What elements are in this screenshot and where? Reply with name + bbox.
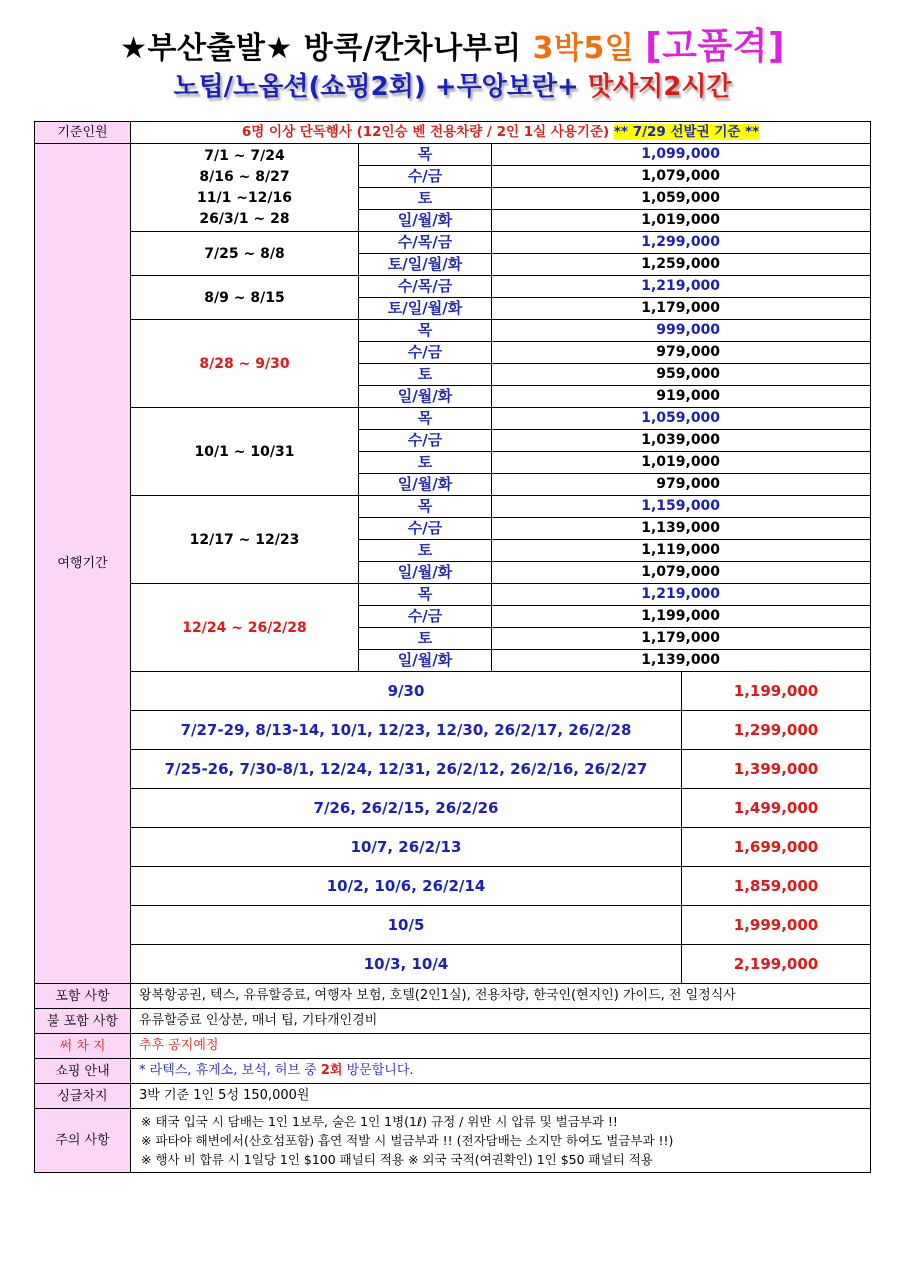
basis-note: ** 7/29 선발권 기준 **	[613, 124, 760, 140]
title-massage: 맛사지2시간	[587, 72, 732, 102]
notes-row	[35, 1109, 871, 1173]
date-range-text: 12/24 ~ 26/2/28	[182, 619, 307, 636]
weekday-cell: 토	[359, 628, 492, 650]
date-range-text: 10/1 ~ 10/31	[194, 443, 295, 460]
weekday-cell: 토/일/월/화	[359, 298, 492, 320]
title-line-1	[0, 18, 905, 69]
single-text: 3박 기준 1인 5성 150,000원	[131, 1084, 871, 1109]
special-price: 1,699,000	[682, 828, 871, 867]
weekday-cell: 목	[359, 496, 492, 518]
price-cell: 1,119,000	[492, 540, 871, 562]
period-row	[35, 496, 871, 518]
period-row	[35, 408, 871, 430]
special-date-row	[35, 711, 871, 750]
title-nights: 3박5일	[532, 31, 635, 66]
date-range	[131, 144, 359, 232]
notes-line2: ※ 파타야 해변에서(산호섬포함) 흡연 적발 시 벌금부과 !! (전자담배는 소지만 하여도 벌금부과 !!)	[141, 1133, 674, 1148]
special-price: 1,199,000	[682, 672, 871, 711]
price-cell: 999,000	[492, 320, 871, 342]
period-row	[35, 584, 871, 606]
price-cell: 1,059,000	[492, 408, 871, 430]
basis-label: 기준인원	[35, 122, 131, 144]
weekday-cell: 목	[359, 408, 492, 430]
title-line-2	[0, 66, 905, 103]
period-row	[35, 320, 871, 342]
special-dates: 9/30	[131, 672, 682, 711]
date-range-text: 7/1 ~ 7/24	[204, 147, 285, 164]
date-range-text: 7/25 ~ 8/8	[204, 245, 285, 262]
price-cell: 979,000	[492, 342, 871, 364]
weekday-cell: 일/월/화	[359, 386, 492, 408]
weekday-cell: 토	[359, 540, 492, 562]
price-cell: 1,039,000	[492, 430, 871, 452]
special-date-row	[35, 828, 871, 867]
special-date-row	[35, 906, 871, 945]
basis-condition-text: 6명 이상 단독행사 (12인승 벤 전용차량 / 2인 1실 사용기준)	[241, 124, 614, 140]
weekday-cell: 수/금	[359, 606, 492, 628]
date-range-text: 26/3/1 ~ 28	[199, 210, 290, 227]
date-range	[131, 320, 359, 408]
title-main: ★부산출발★ 방콕/칸차나부리	[120, 31, 533, 66]
period-label: 여행기간	[35, 144, 131, 984]
price-cell: 1,179,000	[492, 628, 871, 650]
price-cell: 1,219,000	[492, 584, 871, 606]
special-price: 1,399,000	[682, 750, 871, 789]
weekday-cell: 토	[359, 452, 492, 474]
price-cell: 1,059,000	[492, 188, 871, 210]
price-cell: 1,019,000	[492, 452, 871, 474]
shopping-text	[131, 1059, 871, 1084]
price-cell: 959,000	[492, 364, 871, 386]
single-label: 싱글차지	[35, 1084, 131, 1109]
shopping-text-prefix: * 라텍스, 휴게소, 보석, 허브 중	[139, 1063, 321, 1078]
date-range-text: 11/1 ~12/16	[196, 189, 293, 206]
price-table-body	[35, 122, 871, 1173]
shopping-count: 2회	[320, 1063, 343, 1078]
special-price: 1,499,000	[682, 789, 871, 828]
special-date-row	[35, 945, 871, 984]
price-cell: 979,000	[492, 474, 871, 496]
price-cell: 1,139,000	[492, 518, 871, 540]
weekday-cell: 목	[359, 320, 492, 342]
excluded-row	[35, 1009, 871, 1034]
special-date-row	[35, 789, 871, 828]
date-range	[131, 584, 359, 672]
weekday-cell: 목	[359, 144, 492, 166]
period-row	[35, 144, 871, 166]
price-cell: 1,019,000	[492, 210, 871, 232]
date-range	[131, 408, 359, 496]
weekday-cell: 수/금	[359, 430, 492, 452]
special-date-row	[35, 750, 871, 789]
weekday-cell: 수/금	[359, 166, 492, 188]
period-row	[35, 232, 871, 254]
period-row	[35, 276, 871, 298]
included-label: 포함 사항	[35, 984, 131, 1009]
weekday-cell: 토	[359, 188, 492, 210]
weekday-cell: 수/목/금	[359, 276, 492, 298]
special-dates: 10/5	[131, 906, 682, 945]
price-cell: 1,099,000	[492, 144, 871, 166]
price-cell: 1,219,000	[492, 276, 871, 298]
excluded-label: 불 포함 사항	[35, 1009, 131, 1034]
title-grade: [고품격]	[645, 26, 785, 67]
date-range-text: 8/28 ~ 9/30	[199, 355, 290, 372]
price-cell: 1,139,000	[492, 650, 871, 672]
price-cell: 919,000	[492, 386, 871, 408]
notes-text	[131, 1109, 871, 1173]
single-row	[35, 1084, 871, 1109]
date-range	[131, 232, 359, 276]
notes-line3: ※ 행사 비 합류 시 1일당 1인 $100 패널티 적용 ※ 외국 국적(여권확인) 1인 $50 패널티 적용	[141, 1152, 653, 1167]
shopping-label: 쇼핑 안내	[35, 1059, 131, 1084]
weekday-cell: 일/월/화	[359, 562, 492, 584]
weekday-cell: 수/금	[359, 518, 492, 540]
date-range	[131, 496, 359, 584]
weekday-cell: 일/월/화	[359, 210, 492, 232]
price-cell: 1,199,000	[492, 606, 871, 628]
date-range-text: 8/16 ~ 8/27	[199, 168, 290, 185]
title-subtitle: 노팁/노옵션(쇼핑2회) +무앙보란+	[173, 72, 588, 102]
weekday-cell: 토	[359, 364, 492, 386]
date-range-text: 8/9 ~ 8/15	[204, 289, 285, 306]
surcharge-text: 추후 공지예정	[131, 1034, 871, 1059]
date-range-text: 12/17 ~ 12/23	[189, 531, 300, 548]
surcharge-label: 써 차 지	[35, 1034, 131, 1059]
weekday-cell: 수/목/금	[359, 232, 492, 254]
weekday-cell: 일/월/화	[359, 650, 492, 672]
price-cell: 1,079,000	[492, 166, 871, 188]
special-price: 1,299,000	[682, 711, 871, 750]
special-dates: 10/2, 10/6, 26/2/14	[131, 867, 682, 906]
notes-line1: ※ 태국 입국 시 담배는 1인 1보루, 술은 1인 1병(1ℓ) 규정 / 위반 시 압류 및 벌금부과 !!	[141, 1114, 618, 1129]
excluded-text: 유류할증료 인상분, 매너 팁, 기타개인경비	[131, 1009, 871, 1034]
date-range	[131, 276, 359, 320]
special-price: 1,999,000	[682, 906, 871, 945]
price-cell: 1,079,000	[492, 562, 871, 584]
included-row	[35, 984, 871, 1009]
shopping-row	[35, 1059, 871, 1084]
price-table	[34, 121, 871, 1173]
price-cell: 1,179,000	[492, 298, 871, 320]
special-dates: 7/25-26, 7/30-8/1, 12/24, 12/31, 26/2/12, 26/2/16, 26/2/27	[131, 750, 682, 789]
special-price: 2,199,000	[682, 945, 871, 984]
basis-condition	[131, 122, 871, 144]
special-date-row	[35, 867, 871, 906]
special-dates: 7/26, 26/2/15, 26/2/26	[131, 789, 682, 828]
price-cell: 1,159,000	[492, 496, 871, 518]
surcharge-row	[35, 1034, 871, 1059]
notes-label: 주의 사항	[35, 1109, 131, 1173]
included-text: 왕복항공권, 텍스, 유류할증료, 여행자 보험, 호텔(2인1실), 전용차량, 한국인(현지인) 가이드, 전 일정식사	[131, 984, 871, 1009]
special-dates: 10/3, 10/4	[131, 945, 682, 984]
basis-row	[35, 122, 871, 144]
price-cell: 1,299,000	[492, 232, 871, 254]
special-dates: 7/27-29, 8/13-14, 10/1, 12/23, 12/30, 26/2/17, 26/2/28	[131, 711, 682, 750]
shopping-text-suffix: 방문합니다.	[342, 1063, 414, 1078]
weekday-cell: 일/월/화	[359, 474, 492, 496]
weekday-cell: 수/금	[359, 342, 492, 364]
weekday-cell: 토/일/월/화	[359, 254, 492, 276]
weekday-cell: 목	[359, 584, 492, 606]
special-price: 1,859,000	[682, 867, 871, 906]
special-dates: 10/7, 26/2/13	[131, 828, 682, 867]
special-date-row	[35, 672, 871, 711]
price-cell: 1,259,000	[492, 254, 871, 276]
